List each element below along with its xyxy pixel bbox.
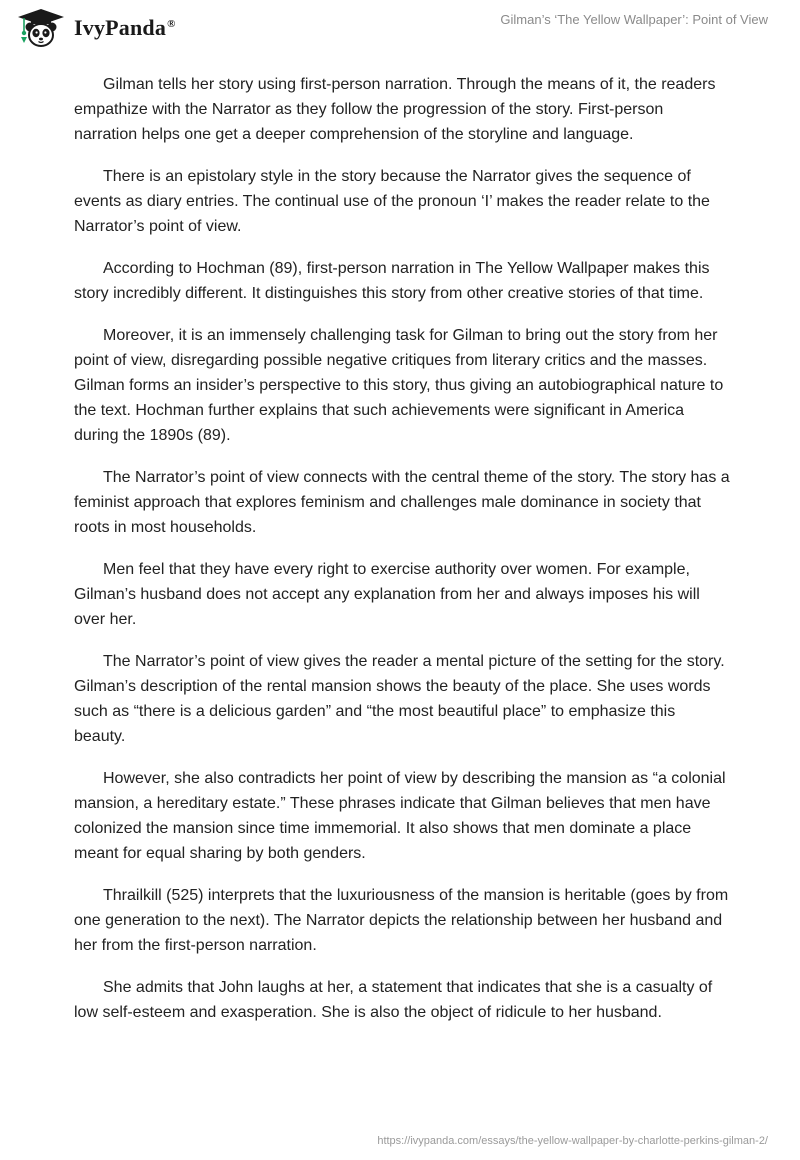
paragraph: Men feel that they have every right to exercise authority over women. For example, Gilman’s husband does not accept any explanation from her and always imposes his will over her.	[74, 561, 700, 628]
paragraph: There is an epistolary style in the story because the Narrator gives the sequence of events as diary entries. The continual use of the pronoun ‘I’ makes the reader relate to the Narrator’s point of view.	[74, 168, 710, 235]
panda-graduate-icon	[14, 8, 68, 48]
source-url[interactable]: https://ivypanda.com/essays/the-yellow-wallpaper-by-charlotte-perkins-gilman-2/	[377, 1134, 768, 1147]
page-header	[0, 0, 800, 56]
document-title: Gilman’s ‘The Yellow Wallpaper’: Point of View	[500, 12, 768, 27]
brand-name: IvyPanda®	[74, 15, 176, 40]
paragraph: Gilman tells her story using first-person narration. Through the means of it, the readers empathize with the Narrator as they follow the progression of the story. First-person narration helps one get a deeper comprehension of the storyline and language.	[74, 76, 716, 143]
paragraph: She admits that John laughs at her, a statement that indicates that she is a casualty of low self-esteem and exasperation. She is also the object of ridicule to her husband.	[74, 979, 713, 1021]
paragraph: However, she also contradicts her point of view by describing the mansion as “a colonial mansion, a hereditary estate.” These phrases indicate that Gilman believes that men have colonized the mansion since time immemorial. It also shows that men dominate a place meant for equal sharing by both genders.	[74, 770, 726, 862]
paragraph: The Narrator’s point of view connects with the central theme of the story. The story has a feminist approach that explores feminism and challenges male dominance in society that roots in most households.	[74, 469, 730, 536]
paragraph: Moreover, it is an immensely challenging task for Gilman to bring out the story from her point of view, disregarding possible negative critiques from literary critics and the masses. Gilman forms an insider’s perspective to this story, thus giving an autobiographical nature to the text. Hochman further explains that such achievements were significant in America during the 1890s (89).	[74, 327, 724, 444]
registered-mark: ®	[167, 17, 176, 30]
paragraph: Thrailkill (525) interprets that the luxuriousness of the mansion is heritable (goes by from one generation to the next). The Narrator depicts the relationship between her husband and her from the first-person narration.	[74, 887, 729, 954]
brand-logo[interactable]	[14, 8, 176, 48]
paragraph: The Narrator’s point of view gives the reader a mental picture of the setting for the story. Gilman’s description of the rental mansion shows the beauty of the place. She uses words such as “there is a delicious garden” and “the most beautiful place” to emphasize this beauty.	[74, 653, 725, 745]
essay-body	[74, 72, 730, 1042]
paragraph: According to Hochman (89), first-person narration in The Yellow Wallpaper makes this story incredibly different. It distinguishes this story from other creative stories of that time.	[74, 260, 710, 302]
